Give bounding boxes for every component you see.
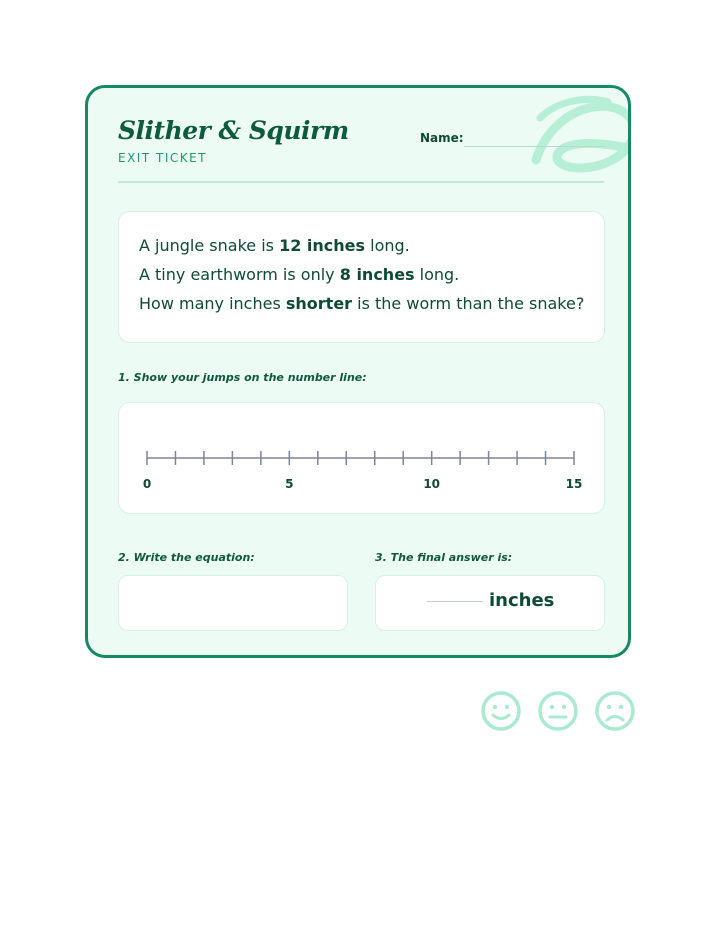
self-assessment-faces — [480, 690, 636, 734]
number-line-label: 15 — [565, 477, 583, 491]
frown-face-icon[interactable] — [594, 690, 636, 732]
problem-line-1-end: long. — [365, 236, 410, 255]
problem-line-3-end: is the worm than the snake? — [352, 294, 585, 313]
number-line-label: 5 — [285, 477, 294, 491]
question-1-label: 1. Show your jumps on the number line: — [118, 371, 367, 384]
problem-line-3-bold: shorter — [285, 294, 353, 313]
problem-line-2-text: A tiny earthworm is only — [139, 265, 340, 284]
number-line-label: 10 — [423, 477, 441, 491]
number-line[interactable] — [119, 403, 603, 512]
final-answer-box — [375, 575, 605, 631]
problem-line-1 — [139, 231, 584, 260]
word-problem-box — [118, 211, 605, 343]
equation-input-box[interactable] — [118, 575, 348, 631]
worksheet-title: Slither & Squirm — [118, 116, 349, 145]
name-field[interactable] — [464, 146, 605, 147]
worksheet-subtitle: EXIT TICKET — [118, 151, 208, 165]
problem-line-1-bold: 12 inches — [279, 236, 366, 255]
problem-line-2-end: long. — [414, 265, 460, 284]
problem-line-3-text: How many inches — [139, 294, 286, 313]
number-line-label: 0 — [142, 477, 152, 491]
neutral-face-icon[interactable] — [537, 690, 579, 732]
exit-ticket-card — [85, 85, 631, 658]
number-line-box[interactable] — [118, 402, 605, 514]
smile-face-icon[interactable] — [480, 690, 522, 732]
problem-line-1-text: A jungle snake is — [139, 236, 280, 255]
problem-line-3 — [139, 289, 584, 318]
answer-unit: inches — [489, 590, 555, 611]
answer-blank-field[interactable] — [427, 601, 483, 602]
problem-line-2 — [139, 260, 584, 289]
header-divider — [118, 181, 604, 183]
question-2-label: 2. Write the equation: — [118, 551, 255, 564]
problem-line-2-bold: 8 inches — [339, 265, 415, 284]
question-3-label: 3. The final answer is: — [375, 551, 513, 564]
name-label: Name: — [420, 131, 464, 145]
